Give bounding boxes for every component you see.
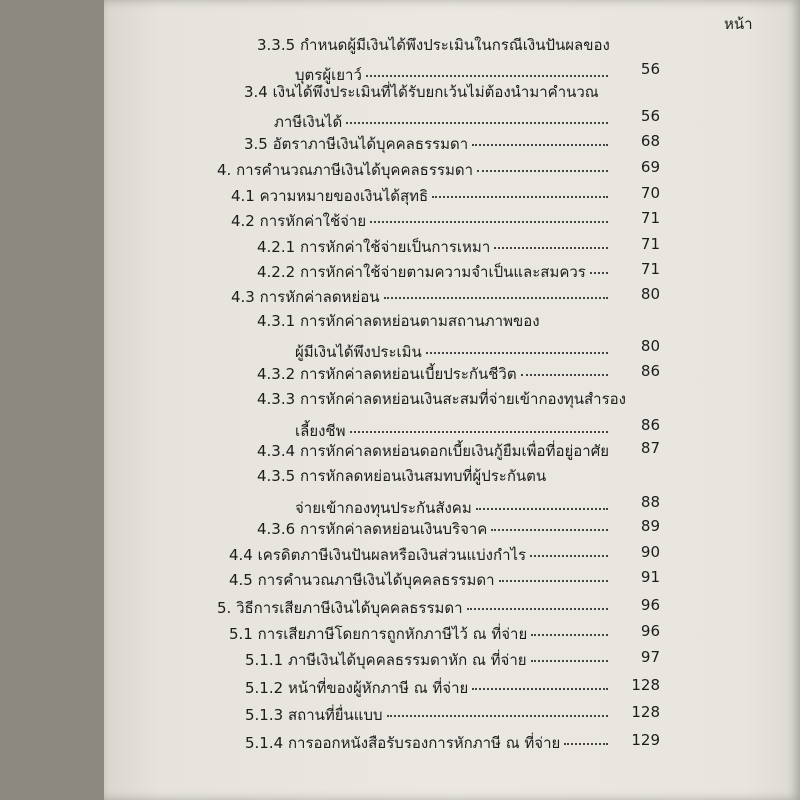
- toc-entry-number: 3.4: [244, 83, 268, 101]
- toc-entry-number: 4.: [217, 161, 232, 179]
- toc-entry-4: [217, 158, 660, 182]
- toc-entry-title: หน้าที่ของผู้หักภาษี ณ ที่จ่าย: [287, 679, 469, 697]
- toc-entry-4-3-5: [257, 464, 660, 520]
- toc-page-number: 91: [640, 568, 660, 586]
- toc-entry-4-3-2: [257, 362, 660, 386]
- page-column-header: หน้า: [724, 15, 753, 33]
- dot-leader: [477, 170, 608, 172]
- dot-leader: [521, 374, 608, 376]
- toc-entry-number: 4.5: [229, 571, 253, 589]
- toc-page-number: 87: [640, 439, 660, 457]
- toc-entry-5-1-4: [245, 731, 660, 755]
- toc-entry-title: การหักค่าลดหย่อนเบี้ยประกันชีวิต: [299, 365, 517, 383]
- dot-leader: [472, 688, 608, 690]
- toc-page-number: 56: [640, 107, 660, 125]
- toc-entry-number: 5.: [217, 599, 232, 617]
- toc-page-number: 56: [640, 60, 660, 78]
- toc-page-number: 89: [640, 517, 660, 535]
- toc-entry-title: บุตรผู้เยาว์: [295, 66, 362, 84]
- toc-entry-title: ภาษีเงินได้: [274, 113, 343, 131]
- toc-entry-title: เลี้ยงชีพ: [295, 422, 346, 440]
- toc-entry-5-1-2: [245, 676, 660, 700]
- toc-entry-title: การหักค่าใช้จ่ายตามความจำเป็นและสมควร: [299, 263, 586, 281]
- toc-page-number: 90: [640, 543, 660, 561]
- toc-entry-4-1: [231, 184, 660, 208]
- toc-entry-number: 5.1: [229, 625, 253, 643]
- toc-page-number: 96: [640, 622, 660, 640]
- toc-entry-number: 5.1.1: [245, 651, 284, 669]
- toc-entry-3-5: [244, 132, 660, 156]
- toc-page-number: 71: [640, 209, 660, 227]
- toc-page-number: 128: [631, 703, 660, 721]
- toc-entry-4-2-1: [257, 235, 660, 259]
- toc-entry-5-1-3: [245, 703, 660, 727]
- toc-entry-5: [217, 596, 660, 620]
- toc-entry-title: การหักค่าลดหย่อนเงินสะสมที่จ่ายเข้ากองทุนสำรอง: [299, 390, 626, 408]
- dot-leader: [491, 529, 608, 531]
- toc-entry-number: 4.3.1: [257, 312, 296, 330]
- toc-entry-title: การคำนวณภาษีเงินได้บุคคลธรรมดา: [257, 571, 495, 589]
- toc-entry-line1: [257, 464, 660, 488]
- toc-page-number: 68: [640, 132, 660, 150]
- toc-page-number: 97: [640, 648, 660, 666]
- toc-entry-number: 4.3: [231, 288, 255, 306]
- toc-entry-number: 4.4: [229, 546, 253, 564]
- toc-entry-title: ภาษีเงินได้บุคคลธรรมดาหัก ณ ที่จ่าย: [287, 651, 527, 669]
- toc-entry-title: การเสียภาษีโดยการถูกหักภาษีไว้ ณ ที่จ่าย: [257, 625, 528, 643]
- toc-entry-title: การหักค่าใช้จ่ายเป็นการเหมา: [299, 238, 491, 256]
- toc-entry-3-4: [244, 80, 660, 134]
- toc-page-number: 96: [640, 596, 660, 614]
- dot-leader: [387, 715, 608, 717]
- toc-entry-number: 4.3.6: [257, 520, 296, 538]
- toc-entry-number: 4.3.3: [257, 390, 296, 408]
- toc-entry-3-3-5: [257, 33, 660, 87]
- toc-entry-title: การหักค่าลดหย่อนเงินบริจาค: [299, 520, 488, 538]
- toc-page-number: 129: [631, 731, 660, 749]
- dot-leader: [494, 247, 608, 249]
- toc-page-number: 71: [640, 260, 660, 278]
- toc-entry-number: 5.1.4: [245, 734, 284, 752]
- toc-entry-5-1: [229, 622, 660, 646]
- toc-entry-title: จ่ายเข้ากองทุนประกันสังคม: [295, 499, 472, 517]
- dot-leader: [472, 144, 608, 146]
- toc-entry-title: ผู้มีเงินได้พึงประเมิน: [295, 343, 422, 361]
- dot-leader: [346, 122, 608, 124]
- dot-leader: [531, 660, 608, 662]
- toc-entry-number: 4.3.4: [257, 442, 296, 460]
- toc-entry-line1: [257, 309, 660, 333]
- toc-entry-number: 5.1.3: [245, 706, 284, 724]
- toc-entry-line1: [257, 33, 660, 57]
- toc-entry-4-2-2: [257, 260, 660, 284]
- toc-page-number: 70: [640, 184, 660, 202]
- toc-entry-title: การหักค่าลดหย่อนดอกเบี้ยเงินกู้ยืมเพื่อที่อยู่อาศัย: [299, 442, 609, 460]
- toc-page-number: 80: [640, 337, 660, 355]
- dot-leader: [499, 580, 608, 582]
- toc-page-number: 71: [640, 235, 660, 253]
- dot-leader: [432, 196, 608, 198]
- toc-entry-4-3-6: [257, 517, 660, 541]
- toc-entry-number: 3.3.5: [257, 36, 296, 54]
- toc-entry-title: กำหนดผู้มีเงินได้พึงประเมินในกรณีเงินปันผลของ: [299, 36, 610, 54]
- dot-leader: [590, 272, 608, 274]
- toc-entry-4-2: [231, 209, 660, 233]
- toc-entry-4-3-1: [257, 309, 660, 364]
- dot-leader: [530, 555, 608, 557]
- toc-entry-title: ความหมายของเงินได้สุทธิ: [259, 187, 429, 205]
- dot-leader: [370, 221, 608, 223]
- toc-page-number: 69: [640, 158, 660, 176]
- toc-entry-title: การหักค่าใช้จ่าย: [259, 212, 367, 230]
- dot-leader: [476, 508, 608, 510]
- dot-leader: [564, 743, 608, 745]
- toc-page-number: 128: [631, 676, 660, 694]
- toc-entry-4-4: [229, 543, 660, 567]
- toc-entry-4-5: [229, 568, 660, 592]
- table-of-contents: [104, 0, 800, 800]
- toc-entry-number: 4.2.2: [257, 263, 296, 281]
- toc-entry-number: 4.3.2: [257, 365, 296, 383]
- toc-entry-number: 4.2: [231, 212, 255, 230]
- dot-leader: [366, 75, 608, 77]
- toc-page-number: 86: [640, 362, 660, 380]
- toc-entry-title: การหักค่าลดหย่อนตามสถานภาพของ: [299, 312, 540, 330]
- book-page: [104, 0, 800, 800]
- toc-entry-4-3-3: [257, 387, 660, 443]
- toc-entry-title: สถานที่ยื่นแบบ: [287, 706, 383, 724]
- toc-entry-number: 4.1: [231, 187, 255, 205]
- toc-entry-title: การหักค่าลดหย่อน: [259, 288, 380, 306]
- toc-entry-5-1-1: [245, 648, 660, 672]
- toc-entry-line1: [257, 387, 660, 411]
- toc-entry-title: การหักลดหย่อนเงินสมทบที่ผู้ประกันตน: [299, 467, 547, 485]
- dot-leader: [531, 634, 608, 636]
- toc-entry-title: เครดิตภาษีเงินปันผลหรือเงินส่วนแบ่งกำไร: [257, 546, 527, 564]
- toc-entry-title: การคำนวณภาษีเงินได้บุคคลธรรมดา: [236, 161, 473, 179]
- toc-entry-line1: [244, 80, 660, 104]
- toc-entry-title: เงินได้พึงประเมินที่ได้รับยกเว้นไม่ต้องนำมาคำนวณ: [272, 83, 599, 101]
- dot-leader: [350, 431, 608, 433]
- toc-page-number: 80: [640, 285, 660, 303]
- toc-entry-title: อัตราภาษีเงินได้บุคคลธรรมดา: [272, 135, 469, 153]
- toc-entry-number: 5.1.2: [245, 679, 284, 697]
- toc-entry-title: การออกหนังสือรับรองการหักภาษี ณ ที่จ่าย: [287, 734, 561, 752]
- toc-entry-number: 4.3.5: [257, 467, 296, 485]
- toc-page-number: 86: [640, 416, 660, 434]
- toc-entry-title: วิธีการเสียภาษีเงินได้บุคคลธรรมดา: [236, 599, 463, 617]
- dot-leader: [384, 297, 608, 299]
- toc-entry-number: 4.2.1: [257, 238, 296, 256]
- toc-entry-4-3: [231, 285, 660, 309]
- toc-page-number: 88: [640, 493, 660, 511]
- dot-leader: [426, 352, 608, 354]
- toc-entry-4-3-4: [257, 439, 660, 463]
- toc-entry-number: 3.5: [244, 135, 268, 153]
- dot-leader: [467, 608, 608, 610]
